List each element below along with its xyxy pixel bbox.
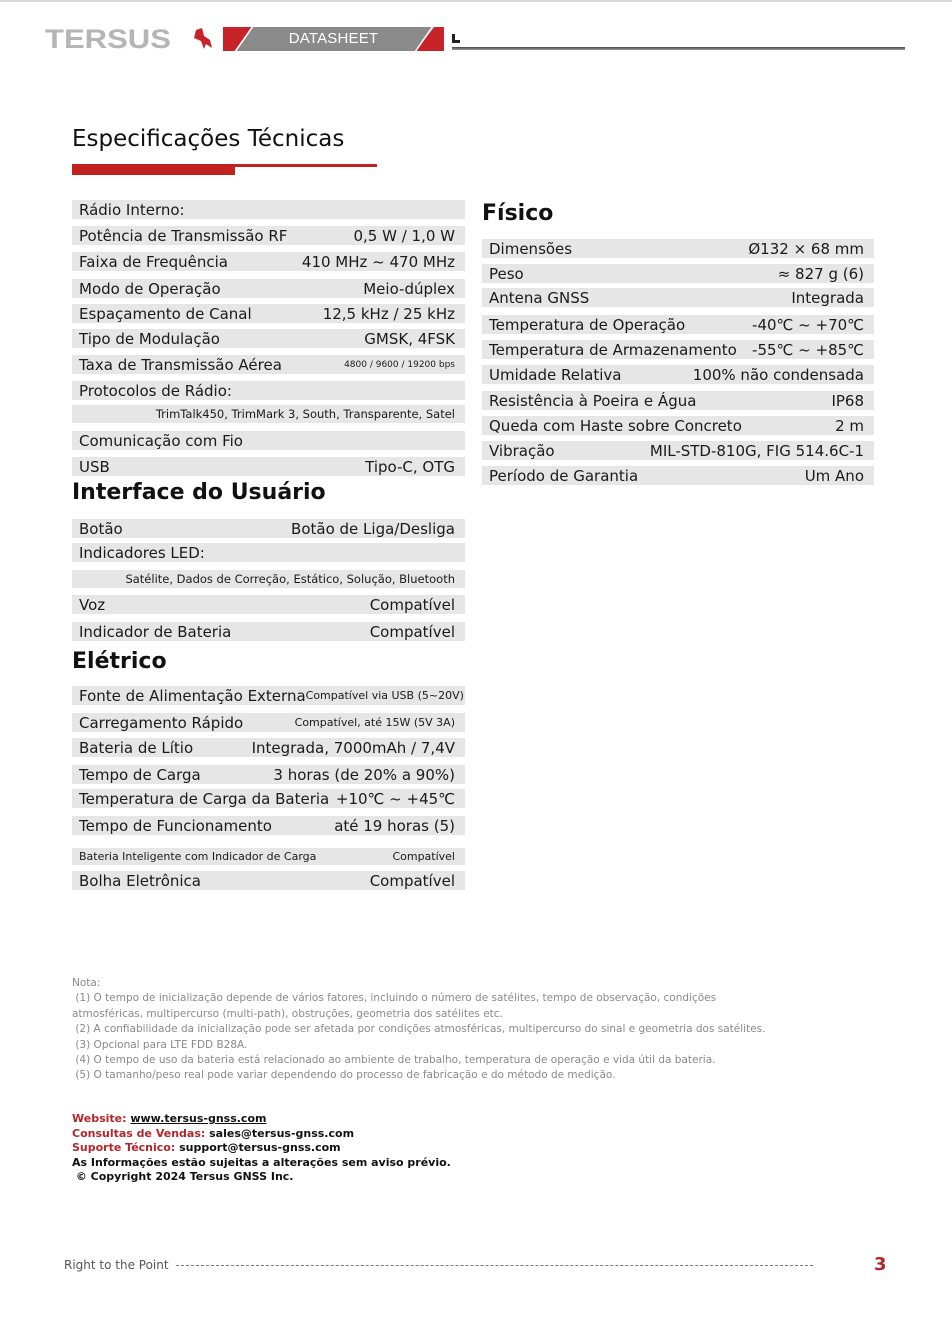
spec-value: IP68: [831, 391, 864, 410]
spec-row: [72, 595, 465, 614]
spec-value: 12,5 kHz / 25 kHz: [322, 304, 455, 323]
footer-dashed-rule: [176, 1265, 813, 1266]
spec-value: Compatível: [369, 622, 455, 641]
spec-value: +10℃ ~ +45℃: [335, 789, 455, 808]
notes-heading: Nota:: [72, 977, 101, 989]
spec-label: Tipo de Modulação: [79, 329, 220, 348]
spec-value: Ø132 × 68 mm: [748, 239, 864, 258]
spec-value: Um Ano: [804, 466, 864, 485]
spec-value: 100% não condensada: [692, 365, 864, 384]
spec-row: [72, 738, 465, 757]
spec-row: [482, 391, 874, 410]
header-rule: [452, 47, 905, 50]
spec-label: Tempo de Funcionamento: [79, 816, 272, 835]
spec-label: Comunicação com Fio: [79, 431, 243, 450]
spec-label: Bolha Eletrônica: [79, 871, 201, 890]
spec-label: Resistência à Poeira e Água: [489, 391, 697, 410]
spec-label: Fonte de Alimentação Externa: [79, 686, 306, 705]
spec-value: Integrada, 7000mAh / 7,4V: [251, 738, 455, 757]
spec-label: Faixa de Frequência: [79, 252, 228, 271]
footnotes: [72, 976, 765, 1084]
support-label: Suporte Técnico:: [72, 1141, 176, 1155]
spec-row: [72, 200, 465, 219]
spec-label: Queda com Haste sobre Concreto: [489, 416, 742, 435]
section-title-electrical: Elétrico: [72, 649, 167, 674]
spec-value: 3 horas (de 20% a 90%): [273, 765, 455, 784]
spec-row: [72, 381, 465, 400]
spec-label: Peso: [489, 264, 524, 283]
note-line: atmosféricas, multipercurso (multi-path), obstruções, geometria dos satélites etc.: [72, 1007, 503, 1020]
spec-value: Integrada: [791, 288, 864, 307]
note-line: (4) O tempo de uso da bateria está relacionado ao ambiente de trabalho, temperatura de operação e vida útil da bateria.: [72, 1054, 716, 1067]
spec-row: [72, 304, 465, 323]
spec-row: [482, 340, 874, 359]
spec-label: Bateria Inteligente com Indicador de Carga: [79, 850, 317, 863]
sales-email[interactable]: sales@tersus-gnss.com: [209, 1126, 355, 1140]
spec-row: [72, 871, 465, 890]
spec-label: Dimensões: [489, 239, 573, 258]
support-email[interactable]: support@tersus-gnss.com: [179, 1141, 341, 1155]
title-underline-accent: [72, 167, 235, 175]
spec-row: [72, 713, 465, 732]
spec-row: [72, 431, 465, 450]
tersus-logo: TERSUS: [45, 24, 171, 54]
spec-value: 410 MHz ~ 470 MHz: [301, 252, 455, 271]
radio-protocols-list: TrimTalk450, TrimMark 3, South, Transparente, Satel: [155, 407, 455, 421]
spec-label: Taxa de Transmissão Aérea: [79, 355, 282, 374]
spec-value: até 19 horas (5): [334, 816, 455, 835]
spec-row: [482, 315, 874, 334]
section-title-user-interface: Interface do Usuário: [72, 480, 326, 505]
spec-label: Indicadores LED:: [79, 543, 205, 562]
spec-row: [482, 264, 874, 283]
spec-row: [72, 765, 465, 784]
spec-row: [72, 543, 465, 562]
spec-label: Rádio Interno:: [79, 200, 185, 219]
spec-label: Botão: [79, 519, 123, 538]
spec-label: Bateria de Lítio: [79, 738, 194, 757]
datasheet-banner: [223, 27, 444, 51]
contact-block: [72, 1112, 451, 1185]
note-line: (2) A confiabilidade da inicialização pode ser afetada por condições atmosféricas, multipercurso do sinal e geometria dos satélites.: [72, 1023, 766, 1036]
spec-label: Carregamento Rápido: [79, 713, 244, 732]
spec-row: [72, 848, 465, 865]
footer-slogan: Right to the Point: [64, 1258, 169, 1272]
page-title: Especificações Técnicas: [72, 126, 345, 152]
spec-row: [72, 816, 465, 835]
spec-label: Período de Garantia: [489, 466, 639, 485]
spec-value: Botão de Liga/Desliga: [291, 519, 455, 538]
spec-label: Temperatura de Operação: [489, 315, 686, 334]
page-number: 3: [874, 1254, 887, 1275]
spec-row: [72, 686, 465, 705]
spec-value: Compatível via USB (5~20V): [305, 689, 464, 702]
spec-row: [72, 252, 465, 271]
spec-row: [72, 622, 465, 641]
note-line: (5) O tamanho/peso real pode variar dependendo do processo de fabricação e do método de medição.: [72, 1069, 616, 1082]
spec-label: Umidade Relativa: [489, 365, 622, 384]
spec-label: Espaçamento de Canal: [79, 304, 252, 323]
spec-value: Compatível: [369, 595, 455, 614]
top-border: [0, 0, 952, 2]
copyright: © Copyright 2024 Tersus GNSS Inc.: [72, 1170, 294, 1184]
spec-value: -40℃ ~ +70℃: [752, 315, 864, 334]
spec-value: Tipo-C, OTG: [365, 457, 455, 476]
spec-value: 4800 / 9600 / 19200 bps: [344, 359, 455, 370]
spec-label: Potência de Transmissão RF: [79, 226, 288, 245]
spec-row: [72, 519, 465, 538]
note-line: (1) O tempo de inicialização depende de vários fatores, incluindo o número de satélites, tempo de observação, condições: [72, 992, 717, 1005]
section-title-physical: Físico: [482, 201, 554, 226]
spec-label: Antena GNSS: [489, 288, 590, 307]
spec-label: Vibração: [489, 441, 555, 460]
website-label: Website:: [72, 1112, 127, 1125]
spec-label: Voz: [79, 595, 106, 614]
spec-row-detail: [72, 570, 465, 588]
page-header: [45, 26, 907, 52]
spec-label: Indicador de Bateria: [79, 622, 232, 641]
spec-row: [72, 226, 465, 245]
spec-label: Modo de Operação: [79, 279, 221, 298]
spec-value: -55℃ ~ +85℃: [752, 340, 864, 359]
spec-label: Protocolos de Rádio:: [79, 381, 232, 400]
spec-row: [482, 466, 874, 485]
spec-row-detail: [72, 405, 465, 423]
spec-label: Temperatura de Carga da Bateria: [79, 789, 330, 808]
spec-row: [72, 789, 465, 808]
spec-row: [72, 279, 465, 298]
website-link[interactable]: www.tersus-gnss.com: [130, 1112, 267, 1125]
spec-row: [482, 365, 874, 384]
spec-value: 2 m: [835, 416, 864, 435]
disclaimer: As Informações estão sujeitas a alterações sem aviso prévio.: [72, 1155, 451, 1169]
spec-value: 0,5 W / 1,0 W: [353, 226, 455, 245]
spec-value: Compatível: [369, 871, 455, 890]
led-indicators-list: Satélite, Dados de Correção, Estático, Solução, Bluetooth: [125, 572, 455, 586]
spec-row: [72, 355, 465, 374]
spec-row: [482, 416, 874, 435]
header-corner-mark: [452, 34, 460, 43]
spec-value: Meio-dúplex: [363, 279, 455, 298]
datasheet-label: DATASHEET: [288, 30, 379, 47]
spec-label: Tempo de Carga: [79, 765, 201, 784]
spec-label: Temperatura de Armazenamento: [489, 340, 737, 359]
spec-value: Compatível: [392, 850, 455, 863]
spec-row: [72, 457, 465, 476]
spec-row: [482, 239, 874, 258]
spec-row: [482, 441, 874, 460]
spec-value: GMSK, 4FSK: [364, 329, 455, 348]
spec-row: [482, 288, 874, 307]
logo-mark-icon: [193, 28, 213, 50]
spec-value: MIL-STD-810G, FIG 514.6C-1: [649, 441, 864, 460]
spec-value: ≈ 827 g (6): [777, 264, 864, 283]
spec-label: USB: [79, 457, 110, 476]
sales-label: Consultas de Vendas:: [72, 1126, 206, 1140]
spec-row: [72, 329, 465, 348]
spec-value: Compatível, até 15W (5V 3A): [294, 716, 455, 729]
note-line: (3) Opcional para LTE FDD B28A.: [72, 1038, 248, 1051]
